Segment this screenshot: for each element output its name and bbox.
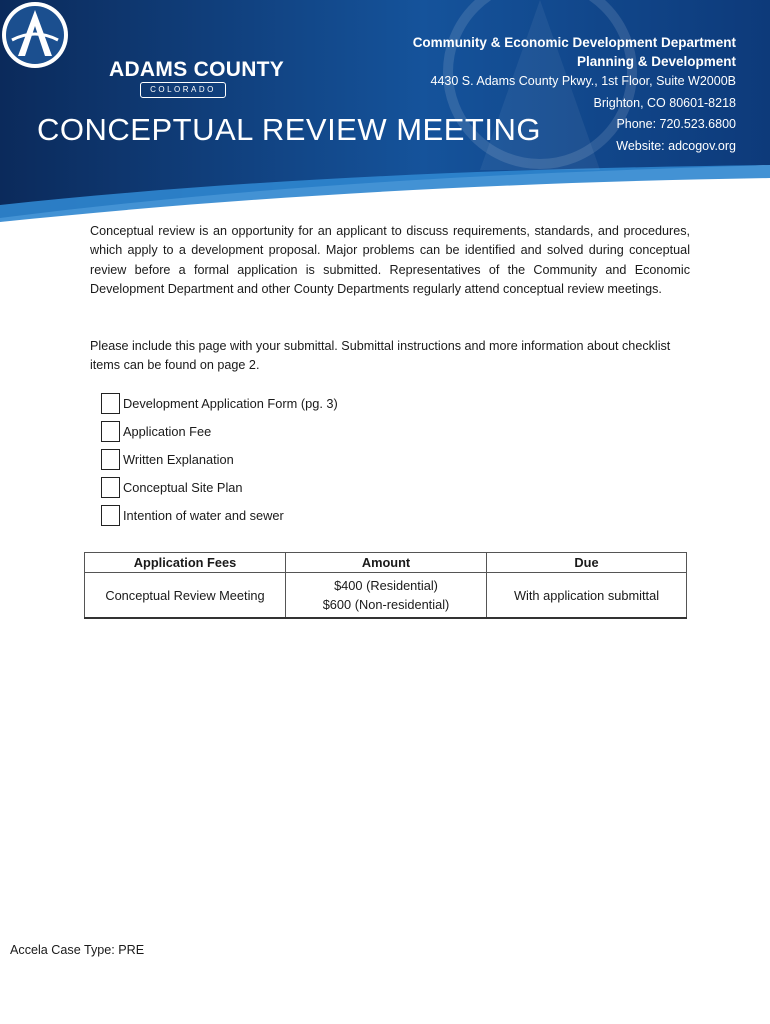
city-line: Brighton, CO 80601-8218 (593, 95, 736, 110)
fees-table (84, 552, 687, 619)
checklist-label: Intention of water and sewer (123, 507, 284, 523)
amount-cell (286, 573, 487, 619)
division-name: Planning & Development (576, 54, 736, 69)
checklist-item[interactable] (101, 445, 338, 473)
website: Website: adcogov.org (616, 138, 736, 153)
brand-subtitle: COLORADO (140, 82, 226, 98)
checklist-item[interactable] (101, 417, 338, 445)
adams-county-logo (0, 0, 70, 70)
checklist-item[interactable] (101, 473, 338, 501)
instructions-paragraph: Please include this page with your submittal. Submittal instructions and more information about checklist items can be found on page 2. (90, 339, 671, 373)
amount-nonresidential: $600 (Non-residential) (322, 597, 450, 612)
department-contact (413, 33, 736, 157)
column-header: Amount (286, 553, 487, 573)
table-row (85, 573, 687, 619)
phone: Phone: 720.523.6800 (616, 117, 736, 131)
checklist-label: Application Fee (123, 423, 212, 439)
submittal-checklist (101, 389, 338, 529)
page-title: CONCEPTUAL REVIEW MEETING (37, 112, 541, 147)
case-type-footer: Accela Case Type: PRE (10, 943, 145, 957)
intro-paragraph: Conceptual review is an opportunity for an applicant to discuss requirements, standards, and procedures, which apply to a development proposal. Major problems can be identified and solved during conceptual review before a formal application is submitted. Representatives of the Community and Economic Development Department and other County Departments regularly attend conceptual review meetings. (90, 224, 690, 297)
department-name: Community & Economic Development Department (412, 35, 736, 50)
checklist-label: Conceptual Site Plan (123, 479, 243, 495)
checklist-item[interactable] (101, 389, 338, 417)
checkbox[interactable] (101, 449, 120, 470)
header-banner (0, 0, 770, 225)
address: 4430 S. Adams County Pkwy., 1st Floor, Suite W2000B (430, 74, 736, 88)
checkbox[interactable] (101, 477, 120, 498)
checklist-label: Development Application Form (pg. 3) (123, 395, 338, 411)
column-header: Due (487, 553, 687, 573)
checkbox[interactable] (101, 505, 120, 526)
checkbox[interactable] (101, 421, 120, 442)
amount-residential: $400 (Residential) (334, 578, 438, 593)
fee-cell: Conceptual Review Meeting (85, 573, 286, 619)
column-header: Application Fees (85, 553, 286, 573)
checklist-label: Written Explanation (123, 451, 234, 467)
due-cell: With application submittal (487, 573, 687, 619)
checklist-item[interactable] (101, 501, 338, 529)
brand-name: ADAMS COUNTY (109, 58, 285, 81)
table-header-row (85, 553, 687, 573)
checkbox[interactable] (101, 393, 120, 414)
